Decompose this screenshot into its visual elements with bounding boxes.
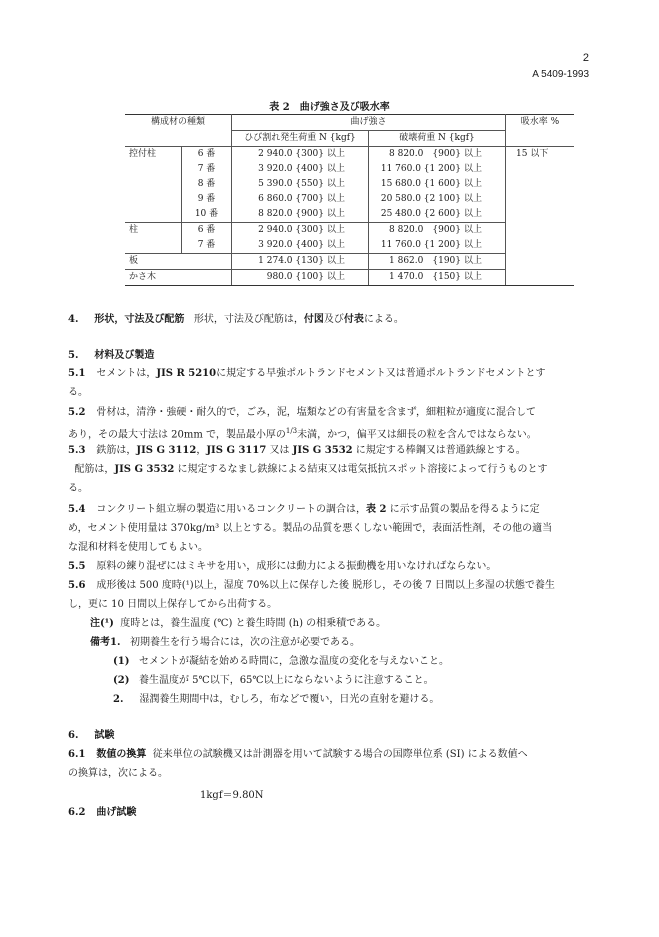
header-break-load: 破壊荷重 N {kgf} (369, 131, 506, 147)
paragraph-6-1: 6.1 数値の換算 従来単位の試験機又は計測器を用いて試験する場合の国際単位系 (SI) による数値へ の換算は，次による。 (68, 749, 528, 779)
table-row: 板 1 274.0 {130} 以上 1 862.0 {190} 以上 (125, 254, 574, 270)
table-row: 控付柱 6 番 2 940.0 {300} 以上 8 820.0 {900} 以上 15 以下 (125, 147, 574, 163)
section-4-title: 形状，寸法及び配筋 (94, 314, 185, 325)
remark-1-item-2: (2) 養生温度が 5℃以下，65℃以上にならないように注意すること。 (113, 675, 434, 686)
paragraph-6-2: 6.2 曲げ試験 (68, 807, 137, 818)
page-number: 2 (582, 52, 589, 64)
paragraph-5-6: 5.6 成形後は 500 度時(¹)以上，湿度 70%以上に保存した後 脱形し，その後 7 日間以上多湿の状態で養生 し，更に 10 日間以上保存してから出荷する。 (68, 580, 555, 610)
header-crack-load: ひび割れ発生荷重 N {kgf} (232, 131, 369, 147)
paragraph-5-3: 5.3 鉄筋は，JIS G 3112，JIS G 3117 又は JIS G 3532 に規定する棒鋼又は普通鉄線とする。 配筋は，JIS G 3532 に規定するなまし鉄線による結束又は電気抵抗スポット溶接によって行うものとす る。 (68, 445, 548, 494)
table-row: 7 番 3 920.0 {400} 以上 11 760.0 {1 200} 以上 (125, 238, 574, 254)
remark-2: 2. 湿潤養生期間中は，むしろ，布などで覆い，日光の直射を避ける。 (113, 694, 440, 705)
header-bending: 曲げ強さ (232, 115, 506, 131)
paragraph-5-2: 5.2 骨材は，清浄・強硬・耐久的で，ごみ，泥，塩類などの有害量を含まず，細粗粒が適度に混合して あり，その最大寸法は 20mm で，製品最小厚の$^{1/3}$未満，かつ，偏平又は細長の粒を含んではならない。 (68, 407, 537, 441)
footnote-1: 注(¹) 度時とは，養生温度 (℃) と養生時間 (h) の相乗積である。 (90, 618, 387, 629)
conversion-formula: 1kgf＝9.80N (200, 790, 264, 801)
header-material: 構成材の種類 (125, 115, 232, 147)
table-title: 表 2 曲げ強さ及び吸水率 (269, 102, 390, 113)
remark-1-item-1: (1) セメントが凝結を始める時間に，急激な温度の変化を与えないこと。 (113, 656, 449, 667)
table-row: 7 番 3 920.0 {400} 以上 11 760.0 {1 200} 以上 (125, 162, 574, 177)
table-row: 9 番 6 860.0 {700} 以上 20 580.0 {2 100} 以上 (125, 192, 574, 207)
standard-code: A 5409-1993 (532, 69, 589, 80)
header-absorption: 吸水率 % (506, 115, 575, 147)
paragraph-5-4: 5.4 コンクリート組立塀の製造に用いるコンクリートの調合は，表 2 に示す品質の製品を得るように定 め，セメント使用量は 370kg/m³ 以上とする。製品の品質を悪くしない範囲で，表面活性剤，その他の適当 な混和材料を使用してもよい。 (68, 504, 553, 553)
table-row: 柱 6 番 2 940.0 {300} 以上 8 820.0 {900} 以上 (125, 223, 574, 239)
section-5-heading: 5. 材料及び製造 (68, 350, 155, 361)
paragraph-5-1: 5.1 セメントは，JIS R 5210に規定する早強ポルトランドセメント又は普通ポルトランドセメントとす る。 (68, 368, 546, 398)
section-4: 4. 形状，寸法及び配筋 形状，寸法及び配筋は，付図及び付表による。 (68, 314, 404, 325)
strength-table (125, 114, 574, 286)
section-4-number: 4. (68, 314, 79, 325)
paragraph-5-5: 5.5 原料の練り混ぜにはミキサを用い，成形には動力による振動機を用いなければならない。 (68, 561, 497, 572)
table-row: かさ木 980.0 {100} 以上 1 470.0 {150} 以上 (125, 270, 574, 286)
table-row: 10 番 8 820.0 {900} 以上 25 480.0 {2 600} 以上 (125, 207, 574, 223)
table-row: 8 番 5 390.0 {550} 以上 15 680.0 {1 600} 以上 (125, 177, 574, 192)
section-6-heading: 6. 試験 (68, 730, 115, 741)
remark-1: 備考1. 初期養生を行う場合には，次の注意が必要である。 (90, 637, 360, 648)
